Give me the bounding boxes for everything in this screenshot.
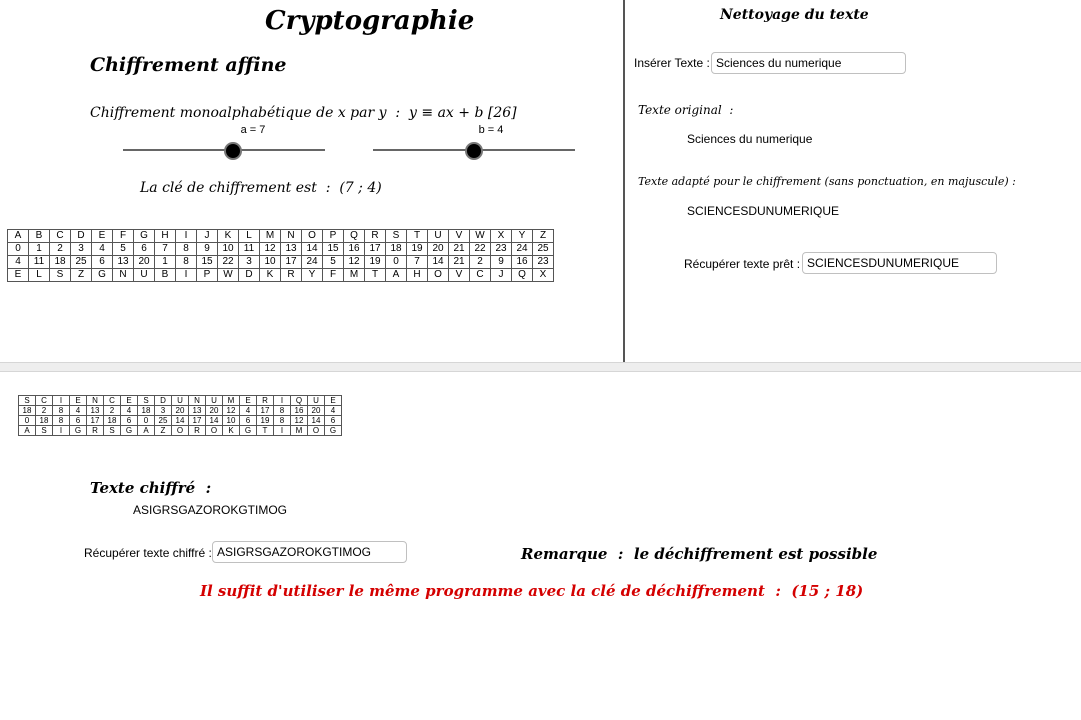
alphabet-cell: 2 [470,256,491,269]
message-cell: 16 [291,406,308,416]
alphabet-cell: 22 [218,256,239,269]
alphabet-cell: J [197,230,218,243]
alphabet-cell: X [491,230,512,243]
message-cell: G [121,426,138,436]
message-cell: 8 [53,406,70,416]
message-cell: 14 [308,416,325,426]
message-cell: 18 [138,406,155,416]
message-cell: M [223,396,240,406]
message-row-x [19,406,342,416]
alphabet-cell: H [407,269,428,282]
message-cell: 17 [257,406,274,416]
message-cell: 8 [53,416,70,426]
remark-text: Remarque : le déchiffrement est possible [521,545,878,563]
message-cell: I [53,396,70,406]
message-cell: 17 [87,416,104,426]
message-cell: I [53,426,70,436]
alphabet-cell: Q [512,269,533,282]
alphabet-cell: 22 [470,243,491,256]
alphabet-cell: 18 [386,243,407,256]
alphabet-cell: 25 [71,256,92,269]
alphabet-cell: D [239,269,260,282]
message-cell: 18 [19,406,36,416]
original-text-value: Sciences du numerique [687,132,813,146]
decrypt-note: Il suffit d'utiliser le même programme avec la clé de déchiffrement : (15 ; 18) [200,582,864,600]
message-cell: U [206,396,223,406]
alphabet-cell: 17 [281,256,302,269]
alphabet-cell: H [155,230,176,243]
alphabet-cell: 18 [50,256,71,269]
alphabet-cell: 21 [449,256,470,269]
horizontal-divider[interactable] [0,362,1081,372]
alphabet-cell: E [8,269,29,282]
message-cell: 10 [223,416,240,426]
alphabet-cell: 0 [8,243,29,256]
alphabet-cell: S [386,230,407,243]
alphabet-cell: 20 [428,243,449,256]
message-cell: N [189,396,206,406]
alphabet-cell: 12 [260,243,281,256]
alphabet-cell: 6 [134,243,155,256]
alphabet-cell: R [281,269,302,282]
alphabet-cell: O [428,269,449,282]
original-text-label: Texte original : [638,103,734,117]
alphabet-cell: Y [302,269,323,282]
message-cell: 20 [308,406,325,416]
message-cell: 2 [36,406,53,416]
message-cell: O [308,426,325,436]
message-cell: S [104,426,121,436]
insert-text-label: Insérer Texte : [634,56,710,70]
alphabet-cell: D [71,230,92,243]
message-cell: M [291,426,308,436]
alphabet-cell: J [491,269,512,282]
alphabet-cell: 14 [302,243,323,256]
message-cell: R [87,426,104,436]
alphabet-cell: L [29,269,50,282]
alphabet-cell: K [218,230,239,243]
alphabet-cell: 15 [323,243,344,256]
alphabet-cell: C [50,230,71,243]
alphabet-cell: 14 [428,256,449,269]
message-cell: G [325,426,342,436]
vertical-divider [623,0,625,362]
ready-text-label: Récupérer texte prêt : [684,257,801,271]
alphabet-cell: T [365,269,386,282]
alphabet-cell: 12 [344,256,365,269]
message-cell: 0 [138,416,155,426]
slider-b-label: b = 4 [478,124,504,136]
alphabet-cell: X [533,269,554,282]
message-cell: I [274,426,291,436]
alphabet-cell: 3 [239,256,260,269]
message-cell: 13 [189,406,206,416]
message-cell: 8 [274,406,291,416]
message-cell: A [19,426,36,436]
alphabet-cell: V [449,269,470,282]
message-cell: R [189,426,206,436]
alphabet-cell: 19 [365,256,386,269]
alphabet-cell: 11 [29,256,50,269]
alphabet-cell: A [386,269,407,282]
message-cell: U [308,396,325,406]
alphabet-cell: I [176,230,197,243]
message-cell: O [172,426,189,436]
message-cell: Q [291,396,308,406]
alphabet-cell: M [344,269,365,282]
message-cell: 25 [155,416,172,426]
message-cell: 20 [172,406,189,416]
alphabet-cell: 4 [8,256,29,269]
alphabet-cell: 11 [239,243,260,256]
alphabet-cell: C [470,269,491,282]
message-cell: 6 [240,416,257,426]
message-cell: 12 [291,416,308,426]
alphabet-cell: F [113,230,134,243]
alphabet-cell: 25 [533,243,554,256]
alphabet-cell: W [470,230,491,243]
message-cell: S [36,426,53,436]
message-cell: G [240,426,257,436]
formula-text: Chiffrement monoalphabétique de x par y : y ≡ ax + b [26] [90,105,517,121]
alphabet-cell: 13 [281,243,302,256]
alphabet-cell: N [281,230,302,243]
alphabet-cell: R [365,230,386,243]
get-ciphered-label: Récupérer texte chiffré : [84,546,212,560]
section-subtitle: Chiffrement affine [90,54,287,76]
alphabet-cell: Q [344,230,365,243]
alphabet-cell: 23 [491,243,512,256]
message-cell: 12 [223,406,240,416]
message-cell: E [240,396,257,406]
alphabet-cell: Z [71,269,92,282]
alphabet-cell: P [197,269,218,282]
message-cell: N [87,396,104,406]
message-cell: O [206,426,223,436]
alphabet-cell: 10 [218,243,239,256]
alphabet-cell: 7 [407,256,428,269]
slider-b-knob[interactable] [465,142,483,160]
message-cell: D [155,396,172,406]
alphabet-cell: 4 [92,243,113,256]
message-cell: U [172,396,189,406]
message-cell: 13 [87,406,104,416]
ciphered-label: Texte chiffré : [90,479,212,497]
alphabet-cell: W [218,269,239,282]
alphabet-cell: 21 [449,243,470,256]
alphabet-cell: 8 [176,256,197,269]
alphabet-cell: 5 [323,256,344,269]
slider-a-label: a = 7 [240,124,266,136]
alphabet-cell: 15 [197,256,218,269]
alphabet-row-y [8,256,554,269]
page-title: Cryptographie [265,6,475,36]
message-cell: 8 [274,416,291,426]
alphabet-cell: 23 [533,256,554,269]
message-table [18,395,342,436]
alphabet-table [7,229,554,282]
alphabet-cell: 1 [155,256,176,269]
alphabet-cell: K [260,269,281,282]
message-cell: 20 [206,406,223,416]
message-cell: 18 [36,416,53,426]
alphabet-cell: B [155,269,176,282]
alphabet-cell: M [260,230,281,243]
message-cell: G [70,426,87,436]
alphabet-cell: 17 [365,243,386,256]
alphabet-cell: B [29,230,50,243]
message-cell: E [70,396,87,406]
ciphered-value: ASIGRSGAZOROKGTIMOG [133,503,288,517]
key-text: La clé de chiffrement est : (7 ; 4) [140,180,382,196]
alphabet-cell: A [8,230,29,243]
message-cell: T [257,426,274,436]
message-cell: 14 [206,416,223,426]
message-cell: 18 [104,416,121,426]
message-cell: 4 [240,406,257,416]
message-cell: E [121,396,138,406]
alphabet-cell: 13 [113,256,134,269]
message-cell: S [19,396,36,406]
alphabet-cell: G [92,269,113,282]
insert-text-input[interactable] [711,52,906,74]
message-row-y [19,416,342,426]
message-row-letters [19,396,342,406]
alphabet-cell: 16 [344,243,365,256]
message-cell: K [223,426,240,436]
alphabet-cell: L [239,230,260,243]
alphabet-cell: 10 [260,256,281,269]
adapted-text-value: SCIENCESDUNUMERIQUE [687,204,840,218]
adapted-text-label: Texte adapté pour le chiffrement (sans ponctuation, en majuscule) : [638,175,1016,188]
message-cell: A [138,426,155,436]
message-row-cipher [19,426,342,436]
alphabet-cell: P [323,230,344,243]
message-cell: S [138,396,155,406]
message-cell: 6 [325,416,342,426]
alphabet-cell: 8 [176,243,197,256]
alphabet-cell: 9 [491,256,512,269]
alphabet-cell: 7 [155,243,176,256]
message-cell: 17 [189,416,206,426]
alphabet-cell: G [134,230,155,243]
alphabet-cell: 20 [134,256,155,269]
message-cell: C [104,396,121,406]
message-cell: 4 [70,406,87,416]
alphabet-row-cipher [8,269,554,282]
message-cell: 4 [325,406,342,416]
message-cell: Z [155,426,172,436]
alphabet-cell: 0 [386,256,407,269]
cleaning-title: Nettoyage du texte [720,7,869,23]
message-cell: 19 [257,416,274,426]
message-cell: 4 [121,406,138,416]
message-cell: 6 [121,416,138,426]
alphabet-cell: 24 [302,256,323,269]
alphabet-cell: 24 [512,243,533,256]
alphabet-cell: 3 [71,243,92,256]
alphabet-cell: F [323,269,344,282]
alphabet-cell: T [407,230,428,243]
alphabet-cell: E [92,230,113,243]
alphabet-cell: 2 [50,243,71,256]
message-cell: R [257,396,274,406]
ready-text-input[interactable] [802,252,997,274]
alphabet-cell: 5 [113,243,134,256]
message-cell: 14 [172,416,189,426]
get-ciphered-input[interactable] [212,541,407,563]
alphabet-row-letters [8,230,554,243]
alphabet-cell: Z [533,230,554,243]
alphabet-cell: 9 [197,243,218,256]
message-cell: C [36,396,53,406]
alphabet-row-x [8,243,554,256]
alphabet-cell: Y [512,230,533,243]
message-cell: 6 [70,416,87,426]
message-cell: 0 [19,416,36,426]
alphabet-cell: 6 [92,256,113,269]
alphabet-cell: 16 [512,256,533,269]
alphabet-cell: S [50,269,71,282]
alphabet-cell: U [428,230,449,243]
message-cell: I [274,396,291,406]
alphabet-cell: O [302,230,323,243]
message-cell: E [325,396,342,406]
alphabet-cell: N [113,269,134,282]
alphabet-cell: 1 [29,243,50,256]
alphabet-cell: I [176,269,197,282]
message-cell: 2 [104,406,121,416]
alphabet-cell: V [449,230,470,243]
alphabet-cell: U [134,269,155,282]
alphabet-cell: 19 [407,243,428,256]
slider-a-knob[interactable] [224,142,242,160]
message-cell: 3 [155,406,172,416]
